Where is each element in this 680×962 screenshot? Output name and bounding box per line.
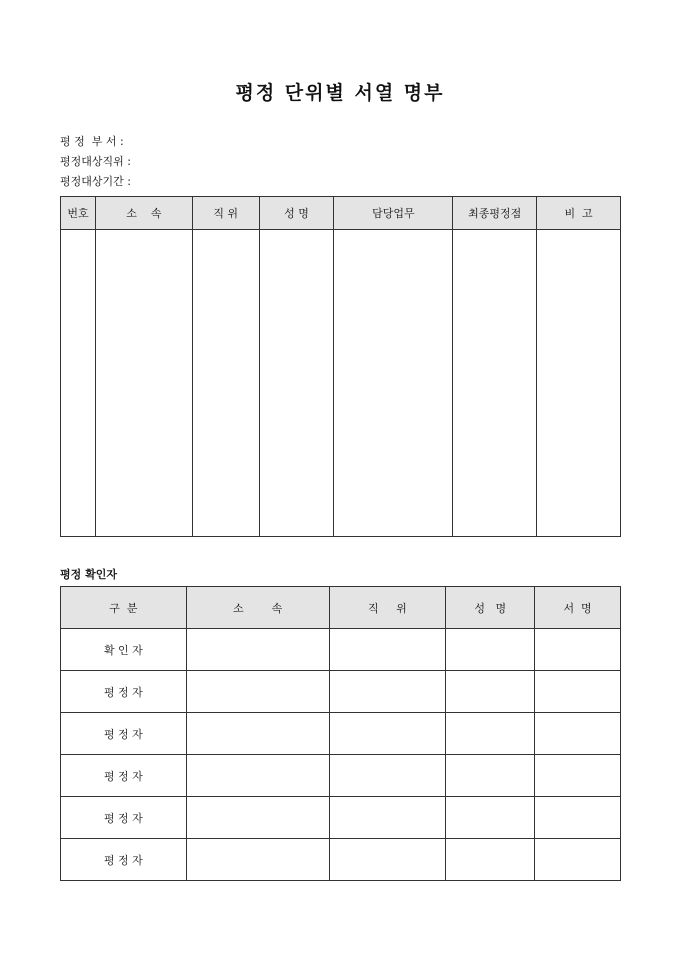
confirm-row-position[interactable] (329, 671, 446, 713)
roster-header-position: 직 위 (192, 197, 259, 230)
meta-position-label: 평정대상직위 : (60, 155, 131, 168)
confirm-row-role: 평 정 자 (61, 797, 187, 839)
confirm-row (61, 629, 621, 671)
roster-header-duty: 담당업무 (334, 197, 453, 230)
confirm-header-name: 성 명 (446, 587, 535, 629)
confirm-section-title: 평정 확인자 (60, 568, 117, 581)
roster-cell-affiliation[interactable] (95, 230, 192, 537)
roster-cell-final-score[interactable] (453, 230, 537, 537)
confirm-row-role: 평 정 자 (61, 839, 187, 881)
confirm-row (61, 839, 621, 881)
confirm-row-affiliation[interactable] (186, 671, 329, 713)
confirm-row-name[interactable] (446, 713, 535, 755)
confirm-row-affiliation[interactable] (186, 629, 329, 671)
confirm-row-position[interactable] (329, 713, 446, 755)
confirm-row (61, 755, 621, 797)
ranking-roster-table (60, 196, 621, 537)
meta-info (60, 132, 131, 192)
confirm-row-name[interactable] (446, 671, 535, 713)
confirm-header-affiliation: 소 속 (186, 587, 329, 629)
roster-header-row (61, 197, 621, 230)
confirm-row-role: 평 정 자 (61, 713, 187, 755)
confirmer-table (60, 586, 621, 881)
confirm-row-role: 평 정 자 (61, 755, 187, 797)
confirm-row-position[interactable] (329, 755, 446, 797)
confirm-row-name[interactable] (446, 839, 535, 881)
meta-period-row (60, 172, 131, 192)
confirm-row (61, 671, 621, 713)
roster-cell-duty[interactable] (334, 230, 453, 537)
meta-dept-label: 평 정 부 서 : (60, 135, 124, 148)
confirm-row-signature[interactable] (535, 629, 621, 671)
confirm-row-signature[interactable] (535, 713, 621, 755)
confirm-row (61, 797, 621, 839)
confirm-row-name[interactable] (446, 755, 535, 797)
confirm-row-name[interactable] (446, 797, 535, 839)
confirm-row-affiliation[interactable] (186, 839, 329, 881)
confirm-row-affiliation[interactable] (186, 713, 329, 755)
roster-header-no: 번호 (61, 197, 96, 230)
meta-position-row (60, 152, 131, 172)
roster-header-final-score: 최종평정점 (453, 197, 537, 230)
confirm-header-category: 구 분 (61, 587, 187, 629)
confirm-header-row (61, 587, 621, 629)
confirm-row-name[interactable] (446, 629, 535, 671)
roster-header-affiliation: 소 속 (95, 197, 192, 230)
roster-header-name: 성 명 (259, 197, 334, 230)
confirm-row (61, 713, 621, 755)
confirm-row-signature[interactable] (535, 671, 621, 713)
roster-header-remarks: 비 고 (537, 197, 621, 230)
confirm-row-affiliation[interactable] (186, 797, 329, 839)
confirm-row-signature[interactable] (535, 839, 621, 881)
page-title: 평정 단위별 서열 명부 (235, 82, 445, 104)
meta-period-label: 평정대상기간 : (60, 175, 131, 188)
confirm-row-role: 확 인 자 (61, 629, 187, 671)
confirm-row-affiliation[interactable] (186, 755, 329, 797)
confirm-header-position: 직 위 (329, 587, 446, 629)
confirm-row-position[interactable] (329, 797, 446, 839)
roster-body-row (61, 230, 621, 537)
meta-dept-row (60, 132, 131, 152)
roster-cell-no[interactable] (61, 230, 96, 537)
confirm-header-signature: 서 명 (535, 587, 621, 629)
roster-cell-position[interactable] (192, 230, 259, 537)
confirm-row-position[interactable] (329, 629, 446, 671)
confirm-row-position[interactable] (329, 839, 446, 881)
confirm-row-role: 평 정 자 (61, 671, 187, 713)
roster-cell-name[interactable] (259, 230, 334, 537)
confirm-row-signature[interactable] (535, 755, 621, 797)
roster-cell-remarks[interactable] (537, 230, 621, 537)
confirm-row-signature[interactable] (535, 797, 621, 839)
